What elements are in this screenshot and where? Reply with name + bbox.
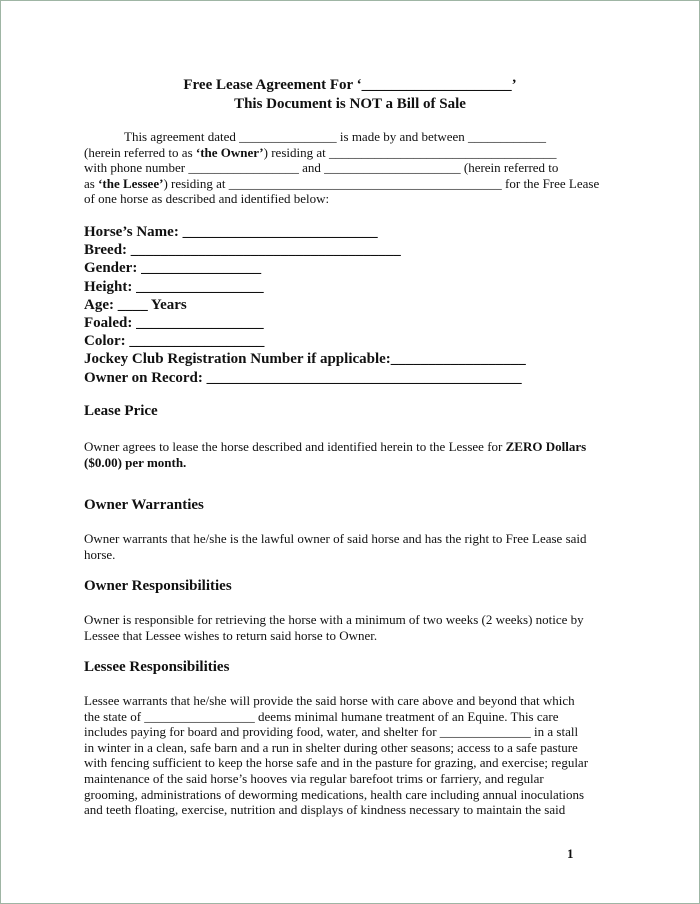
heading-owner-warranties: Owner Warranties <box>84 497 204 513</box>
intro-paragraph <box>84 129 616 207</box>
paragraph-line: Owner agrees to lease the horse described and identified herein to the Lessee for ZERO Dollars <box>84 439 587 454</box>
field-age: Age: ____ Years <box>84 296 187 313</box>
paragraph-line: maintenance of the said horse’s hooves via regular barefoot trims or farriery, and regular <box>84 770 544 786</box>
paragraph-line: Owner is responsible for retrieving the horse with a minimum of two weeks (2 weeks) notice by <box>84 612 584 627</box>
paragraph-line: in winter in a clean, safe barn and a run in shelter during other seasons; access to a safe pasture <box>84 739 578 755</box>
field-color: Color: __________________ <box>84 333 265 350</box>
document-subtitle: This Document is NOT a Bill of Sale <box>234 96 466 112</box>
page-number: 1 <box>567 846 574 861</box>
paragraph-line: ($0.00) per month. <box>84 454 187 470</box>
heading-lessee-responsibilities: Lessee Responsibilities <box>84 659 230 675</box>
lessee-responsibilities-paragraph <box>84 693 616 818</box>
field-owner-on-record: Owner on Record: __________________________________________ <box>84 369 522 386</box>
field-horse-name: Horse’s Name: __________________________ <box>84 224 378 240</box>
paragraph-line: Lessee warrants that he/she will provide the said horse with care above and beyond that which <box>84 693 575 708</box>
horse-details <box>84 223 526 387</box>
paragraph-line: includes paying for board and providing food, water, and shelter for ______________ in a stall <box>84 724 579 740</box>
field-breed: Breed: ____________________________________ <box>84 242 401 259</box>
heading-lease-price: Lease Price <box>84 403 158 419</box>
intro-line: This agreement dated _______________ is made by and between ____________ <box>124 129 547 144</box>
paragraph-line: the state of _________________ deems minimal humane treatment of an Equine. This care <box>84 708 559 724</box>
paragraph-line: with fencing sufficient to keep the horse safe and in the pasture for grazing, and exercise; regular <box>84 755 589 771</box>
field-jockey-club: Jockey Club Registration Number if applicable:__________________ <box>84 351 526 368</box>
heading-owner-responsibilities: Owner Responsibilities <box>84 578 232 594</box>
owner-responsibilities-paragraph <box>84 612 616 643</box>
field-gender: Gender: ________________ <box>84 260 262 277</box>
paragraph-line: horse. <box>84 546 116 562</box>
document-title: Free Lease Agreement For ‘____________________’ <box>183 77 517 93</box>
paragraph-line: Owner warrants that he/she is the lawful owner of said horse and has the right to Free Lease said <box>84 531 587 546</box>
intro-line: with phone number _________________ and _____________________ (herein referred to <box>84 160 559 176</box>
field-height: Height: _________________ <box>84 278 264 295</box>
intro-line: (herein referred to as ‘the Owner’) residing at ___________________________________ <box>84 144 557 160</box>
intro-line: as ‘the Lessee’) residing at __________________________________________ for the Free Lease <box>84 175 600 191</box>
field-foaled: Foaled: _________________ <box>84 314 264 331</box>
lease-price-paragraph <box>84 439 616 470</box>
paragraph-line: grooming, administrations of deworming medications, health care including annual inoculations <box>84 786 585 802</box>
intro-line: of one horse as described and identified below: <box>84 191 330 207</box>
owner-warranties-paragraph <box>84 531 616 562</box>
paragraph-line: and teeth floating, exercise, nutrition and displays of kindness necessary to maintain the said <box>84 802 566 818</box>
paragraph-line: Lessee that Lessee wishes to return said horse to Owner. <box>84 627 378 643</box>
